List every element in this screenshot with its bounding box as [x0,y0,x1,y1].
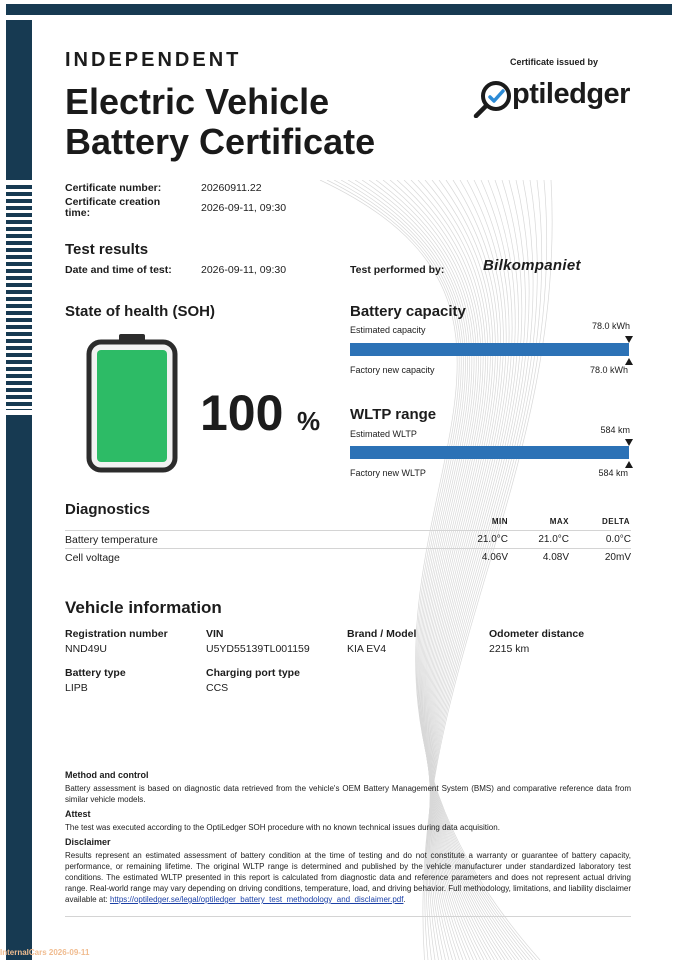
diagnostics-row-max: 21.0°C [538,534,569,545]
diagnostics-row-min: 21.0°C [477,534,508,545]
vin-value: U5YD55139TL001159 [206,643,310,655]
top-accent-bar [6,4,672,15]
wltp-heading: WLTP range [350,406,437,423]
method-heading: Method and control [65,770,149,780]
certificate-kicker: INDEPENDENT [65,49,242,71]
attest-heading: Attest [65,809,91,819]
diagnostics-col-min: MIN [491,517,508,526]
footer-watermark: InternalCars 2026-09-11 [0,948,90,957]
estimated-wltp-label: Estimated WLTP [350,429,417,439]
battery-capacity-bar [350,343,629,356]
certificate-title [65,82,375,162]
side-bar-solid-top [6,20,32,180]
disclaimer-heading: Disclaimer [65,837,111,847]
battery-type-value: LIPB [65,682,88,694]
charging-port-value: CCS [206,682,229,694]
title-line-1: Electric Vehicle [65,81,330,122]
side-bar-solid-bottom [6,415,32,960]
disclaimer-link[interactable]: https://optiledger.se/legal/optiledger_battery_test_methodology_and_disclaimer.pdf [109,895,404,904]
footer-divider [65,916,631,917]
diagnostics-row-delta: 20mV [604,552,631,563]
method-text: Battery assessment is based on diagnostic data retrieved from the vehicle's OEM Battery Management System (BMS) and comparative reference data from similar vehicle models. [65,784,631,804]
battery-type-label: Battery type [65,667,126,679]
estimated-wltp-marker [625,439,633,446]
wltp-range-bar [350,446,629,459]
factory-wltp-label: Factory new WLTP [350,468,426,478]
diagnostics-col-delta: DELTA [602,517,630,526]
odometer-value: 2215 km [489,643,530,655]
charging-port-label: Charging port type [206,667,300,679]
test-results-heading: Test results [65,241,149,258]
certificate-creation-value: 2026-09-11, 09:30 [201,202,287,214]
factory-wltp-value: 584 km [598,468,628,478]
disclaimer-block: Results represent an estimated assessment of battery condition at the time of testing and do not constitute a warranty or guarantee of battery capacity, performance, or remaining lifetime. The original WLTP range is determined and published by the vehicle manufacturer under standardized laboratory test conditions. The estimated WLTP presented in this report is calculated from diagnostic data and reference parameters and does not represent actual driving range. Real-world range may vary depending on driving conditions, temperature, load, and driving behavior. Full methodology, limitations, and liability disclaimer available at: https://optiledger.se/legal/optiledger_battery_test_methodology_and_disclaimer.pdf. [65,851,631,904]
registration-value: NND49U [65,643,108,655]
diagnostics-row-min: 4.06V [481,552,508,563]
performed-by-label: Test performed by: [350,264,445,276]
diagnostics-row-max: 4.08V [542,552,569,563]
factory-capacity-value: 78.0 kWh [589,365,628,375]
diagnostics-row-name: Cell voltage [65,552,120,564]
factory-capacity-label: Factory new capacity [350,365,435,375]
performed-by-logo: Bilkompaniet [483,257,581,274]
vehicle-info-heading: Vehicle information [65,598,222,617]
background-wave-pattern [280,180,679,960]
diagnostics-row-delta: 0.0°C [605,534,631,545]
estimated-capacity-label: Estimated capacity [350,325,426,335]
diagnostics-heading: Diagnostics [65,501,151,518]
issued-by-label: Certificate issued by [509,57,599,67]
test-date-value: 2026-09-11, 09:30 [201,264,287,276]
optiledger-logo [472,76,632,118]
estimated-capacity-value: 78.0 kWh [591,321,630,331]
soh-value: 100 [200,385,284,441]
certificate-number-label: Certificate number: [65,182,162,194]
side-accent-bar [6,20,32,960]
battery-icon [86,332,178,474]
diagnostics-divider [65,530,631,531]
diagnostics-row-name: Battery temperature [65,534,158,546]
disclaimer-text: Results represent an estimated assessment of battery condition at the time of testing and do not constitute a warranty or guarantee of battery capacity, performance, or remaining lifetime. The original WLTP range is determined and published by the vehicle manufacturer under standardized laboratory test conditions. The estimated WLTP presented in this report is calculated from diagnostic data and reference parameters and does not represent actual driving range. Real-world range may vary depending on driving conditions, temperature, load, and driving behavior. Full methodology, limitations, and liability disclaimer available at: [65,851,631,904]
brand-model-label: Brand / Model [347,628,417,640]
vin-label: VIN [206,628,224,640]
estimated-wltp-value: 584 km [600,425,630,435]
factory-wltp-marker [625,461,633,468]
table-row [65,551,631,569]
diagnostics-divider [65,548,631,549]
registration-label: Registration number [65,628,168,640]
certificate-number-value: 20260911.22 [201,182,262,194]
battery-fill-level [97,350,167,462]
attest-text: The test was executed according to the OptiLedger SOH procedure with no known technical issues during data acquisition. [65,823,500,832]
test-date-label: Date and time of test: [65,264,172,276]
diagnostics-col-max: MAX [549,517,569,526]
odometer-label: Odometer distance [489,628,585,640]
soh-heading: State of health (SOH) [65,303,216,320]
battery-capacity-heading: Battery capacity [350,303,466,320]
estimated-capacity-marker [625,336,633,343]
soh-unit: % [297,406,321,436]
logo-wordmark: ptiledger [512,78,630,110]
title-line-2: Battery Certificate [65,121,376,162]
certificate-creation-label: Certificate creation time: [65,196,161,219]
brand-model-value: KIA EV4 [347,643,387,655]
side-bar-stripes [6,185,32,410]
factory-capacity-marker [625,358,633,365]
